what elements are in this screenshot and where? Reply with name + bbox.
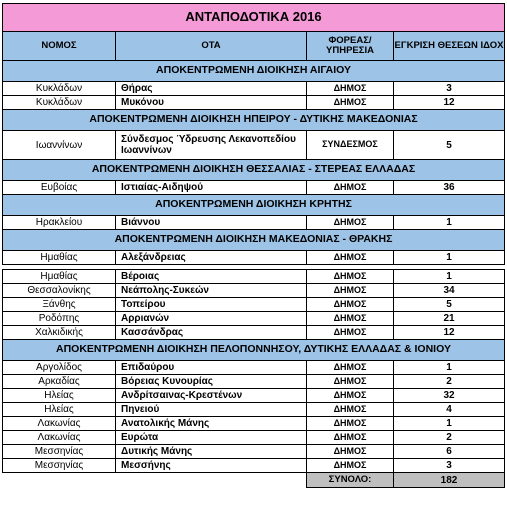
cell-foreas: ΣΥΝΔΕΣΜΟΣ xyxy=(307,131,394,160)
cell-ota: Τοπείρου xyxy=(116,298,307,312)
total-row xyxy=(3,473,505,488)
cell-nomos: Λακωνίας xyxy=(3,417,116,431)
table-row xyxy=(3,417,505,431)
cell-ota: Βέροιας xyxy=(116,270,307,284)
cell-value: 32 xyxy=(394,389,505,403)
cell-ota: Ευρώτα xyxy=(116,431,307,445)
cell-value: 21 xyxy=(394,312,505,326)
total-value: 182 xyxy=(394,473,505,488)
cell-foreas: ΔΗΜΟΣ xyxy=(307,445,394,459)
cell-ota: Επιδαύρου xyxy=(116,361,307,375)
cell-value: 2 xyxy=(394,375,505,389)
table-row xyxy=(3,216,505,230)
region-name: ΑΠΟΚΕΝΤΡΩΜΕΝΗ ΔΙΟΙΚΗΣΗ ΘΕΣΣΑΛΙΑΣ - ΣΤΕΡΕΑΣ ΕΛΛΑΔΑΣ xyxy=(3,160,505,181)
cell-foreas: ΔΗΜΟΣ xyxy=(307,96,394,110)
cell-ota: Σύνδεσμος Ύδρευσης Λεκανοπεδίου Ιωαννίνων xyxy=(116,131,307,160)
cell-foreas: ΔΗΜΟΣ xyxy=(307,216,394,230)
antapodotika-table xyxy=(2,3,505,488)
table-row xyxy=(3,284,505,298)
cell-nomos: Ημαθίας xyxy=(3,251,116,265)
region-name: ΑΠΟΚΕΝΤΡΩΜΕΝΗ ΔΙΟΙΚΗΣΗ ΗΠΕΙΡΟΥ - ΔΥΤΙΚΗΣ ΜΑΚΕΔΟΝΙΑΣ xyxy=(3,110,505,131)
cell-ota: Πηνειού xyxy=(116,403,307,417)
cell-nomos: Αργολίδος xyxy=(3,361,116,375)
cell-foreas: ΔΗΜΟΣ xyxy=(307,375,394,389)
total-label: ΣΥΝΟΛΟ: xyxy=(307,473,394,488)
cell-value: 6 xyxy=(394,445,505,459)
cell-value: 1 xyxy=(394,216,505,230)
cell-value: 1 xyxy=(394,251,505,265)
cell-foreas: ΔΗΜΟΣ xyxy=(307,326,394,340)
cell-nomos: Ιωαννίνων xyxy=(3,131,116,160)
cell-value: 12 xyxy=(394,96,505,110)
cell-nomos: Κυκλάδων xyxy=(3,96,116,110)
cell-nomos: Θεσσαλονίκης xyxy=(3,284,116,298)
region-name: ΑΠΟΚΕΝΤΡΩΜΕΝΗ ΔΙΟΙΚΗΣΗ ΠΕΛΟΠΟΝΝΗΣΟΥ, ΔΥΤΙΚΗΣ ΕΛΛΑΔΑΣ & ΙΟΝΙΟΥ xyxy=(3,340,505,361)
table-title: ΑΝΤΑΠΟΔΟΤΙΚΑ 2016 xyxy=(3,4,505,32)
cell-nomos: Ξάνθης xyxy=(3,298,116,312)
cell-value: 3 xyxy=(394,459,505,473)
table-row xyxy=(3,298,505,312)
cell-value: 34 xyxy=(394,284,505,298)
header-row xyxy=(3,32,505,61)
cell-value: 36 xyxy=(394,181,505,195)
table-row xyxy=(3,326,505,340)
region-row xyxy=(3,195,505,216)
cell-value: 1 xyxy=(394,361,505,375)
cell-foreas: ΔΗΜΟΣ xyxy=(307,389,394,403)
header-nomos: ΝΟΜΟΣ xyxy=(3,32,116,61)
cell-nomos: Μεσσηνίας xyxy=(3,459,116,473)
cell-ota: Νεάπολης-Συκεών xyxy=(116,284,307,298)
cell-ota: Μεσσήνης xyxy=(116,459,307,473)
cell-ota: Ανατολικής Μάνης xyxy=(116,417,307,431)
cell-foreas: ΔΗΜΟΣ xyxy=(307,270,394,284)
cell-nomos: Ευβοίας xyxy=(3,181,116,195)
cell-foreas: ΔΗΜΟΣ xyxy=(307,82,394,96)
cell-foreas: ΔΗΜΟΣ xyxy=(307,361,394,375)
table-row xyxy=(3,270,505,284)
header-foreas: ΦΟΡΕΑΣ/ ΥΠΗΡΕΣΙΑ xyxy=(307,32,394,61)
cell-ota: Αλεξάνδρειας xyxy=(116,251,307,265)
cell-value: 1 xyxy=(394,417,505,431)
region-row xyxy=(3,61,505,82)
region-name: ΑΠΟΚΕΝΤΡΩΜΕΝΗ ΔΙΟΙΚΗΣΗ ΜΑΚΕΔΟΝΙΑΣ - ΘΡΑΚΗΣ xyxy=(3,230,505,251)
cell-foreas: ΔΗΜΟΣ xyxy=(307,298,394,312)
header-ota: ΟΤΑ xyxy=(116,32,307,61)
cell-nomos: Λακωνίας xyxy=(3,431,116,445)
region-row xyxy=(3,230,505,251)
cell-value: 4 xyxy=(394,403,505,417)
header-egkrisi: ΕΓΚΡΙΣΗ ΘΕΣΕΩΝ ΙΔΟΧ xyxy=(394,32,505,61)
cell-value: 5 xyxy=(394,298,505,312)
table-row xyxy=(3,131,505,160)
cell-nomos: Ημαθίας xyxy=(3,270,116,284)
cell-nomos: Μεσσηνίας xyxy=(3,445,116,459)
table-row xyxy=(3,361,505,375)
cell-nomos: Χαλκιδικής xyxy=(3,326,116,340)
spreadsheet xyxy=(2,3,504,488)
cell-value: 5 xyxy=(394,131,505,160)
table-row xyxy=(3,389,505,403)
cell-value: 1 xyxy=(394,270,505,284)
cell-foreas: ΔΗΜΟΣ xyxy=(307,181,394,195)
cell-ota: Βόρειας Κυνουρίας xyxy=(116,375,307,389)
cell-nomos: Ηλείας xyxy=(3,389,116,403)
cell-nomos: Ηλείας xyxy=(3,403,116,417)
cell-value: 3 xyxy=(394,82,505,96)
cell-value: 12 xyxy=(394,326,505,340)
table-row xyxy=(3,375,505,389)
region-row xyxy=(3,160,505,181)
cell-foreas: ΔΗΜΟΣ xyxy=(307,431,394,445)
cell-ota: Θήρας xyxy=(116,82,307,96)
cell-nomos: Ροδόπης xyxy=(3,312,116,326)
cell-ota: Δυτικής Μάνης xyxy=(116,445,307,459)
cell-nomos: Αρκαδίας xyxy=(3,375,116,389)
table-row xyxy=(3,312,505,326)
cell-foreas: ΔΗΜΟΣ xyxy=(307,417,394,431)
table-row xyxy=(3,459,505,473)
table-row xyxy=(3,403,505,417)
table-row xyxy=(3,181,505,195)
table-row xyxy=(3,445,505,459)
cell-foreas: ΔΗΜΟΣ xyxy=(307,284,394,298)
cell-ota: Κασσάνδρας xyxy=(116,326,307,340)
cell-ota: Ανδρίτσαινας-Κρεστένων xyxy=(116,389,307,403)
cell-foreas: ΔΗΜΟΣ xyxy=(307,251,394,265)
cell-ota: Μυκόνου xyxy=(116,96,307,110)
region-name: ΑΠΟΚΕΝΤΡΩΜΕΝΗ ΔΙΟΙΚΗΣΗ ΚΡΗΤΗΣ xyxy=(3,195,505,216)
cell-foreas: ΔΗΜΟΣ xyxy=(307,459,394,473)
cell-foreas: ΔΗΜΟΣ xyxy=(307,403,394,417)
cell-ota: Ιστιαίας-Αιδηψού xyxy=(116,181,307,195)
total-blank xyxy=(3,473,307,488)
table-row xyxy=(3,82,505,96)
cell-ota: Αρριανών xyxy=(116,312,307,326)
cell-nomos: Κυκλάδων xyxy=(3,82,116,96)
table-row xyxy=(3,251,505,265)
cell-value: 2 xyxy=(394,431,505,445)
region-row xyxy=(3,110,505,131)
cell-ota: Βιάννου xyxy=(116,216,307,230)
table-row xyxy=(3,431,505,445)
table-row xyxy=(3,96,505,110)
table-body xyxy=(3,4,505,488)
cell-nomos: Ηρακλείου xyxy=(3,216,116,230)
cell-foreas: ΔΗΜΟΣ xyxy=(307,312,394,326)
region-row xyxy=(3,340,505,361)
region-name: ΑΠΟΚΕΝΤΡΩΜΕΝΗ ΔΙΟΙΚΗΣΗ ΑΙΓΑΙΟΥ xyxy=(3,61,505,82)
title-row xyxy=(3,4,505,32)
